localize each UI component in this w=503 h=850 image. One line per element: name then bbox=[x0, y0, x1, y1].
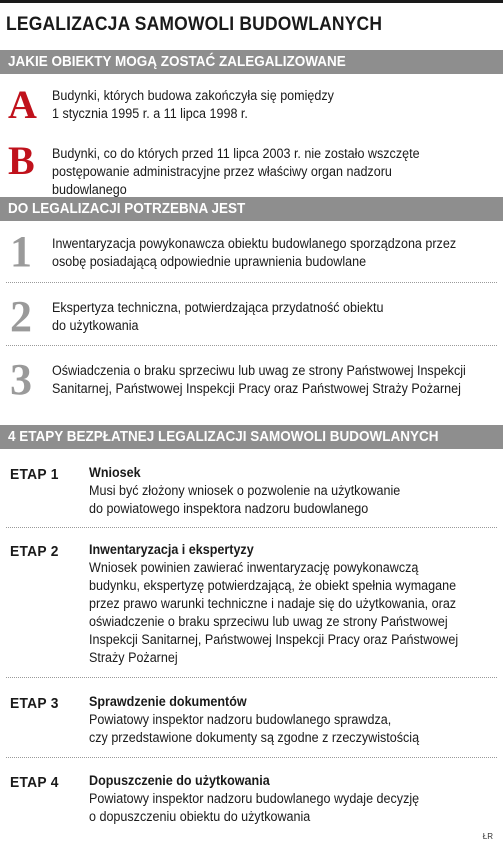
divider bbox=[6, 757, 497, 758]
item-line: Inwentaryzacja powykonawcza obiektu budowlanego sporządzona przez bbox=[52, 236, 457, 251]
stage-line: budynku, ekspertyzę potwierdzającą, że obiekt spełnia wymagane bbox=[89, 578, 457, 593]
stage-title: Sprawdzenie dokumentów bbox=[89, 694, 247, 709]
stage-4-content bbox=[89, 772, 489, 826]
stage-line: oświadczenie o braku sprzeciwu lub uwag ze strony Państwowej bbox=[89, 614, 448, 629]
divider bbox=[6, 677, 497, 678]
stage-line: Inspekcji Sanitarnej, Państwowej Inspekcji Pracy oraz Państwowej bbox=[89, 632, 459, 647]
item-line: Oświadczenia o braku sprzeciwu lub uwag ze strony Państwowej Inspekcji bbox=[52, 363, 466, 378]
stage-1-label: ETAP 1 bbox=[10, 466, 59, 483]
marker-b: B bbox=[8, 138, 35, 183]
stage-4-label: ETAP 4 bbox=[10, 774, 59, 791]
item-line: do użytkowania bbox=[52, 318, 139, 333]
section-header-label: DO LEGALIZACJI POTRZEBNA JEST bbox=[8, 200, 246, 217]
item-line: Budynki, których budowa zakończyła się pomiędzy bbox=[52, 88, 334, 103]
stage-line: czy przedstawione dokumenty są zgodne z rzeczywistością bbox=[89, 730, 420, 745]
stage-line: Powiatowy inspektor nadzoru budowlanego wydaje decyzję bbox=[89, 791, 420, 806]
list-item-a bbox=[52, 87, 466, 123]
stage-3-content bbox=[89, 693, 489, 747]
section-header-stages bbox=[0, 425, 503, 449]
top-rule bbox=[0, 0, 503, 3]
stage-line: Straży Pożarnej bbox=[89, 650, 178, 665]
divider bbox=[6, 527, 497, 528]
stage-title: Dopuszczenie do użytkowania bbox=[89, 773, 270, 788]
section-header-requirements bbox=[0, 197, 503, 221]
stage-line: Powiatowy inspektor nadzoru budowlanego sprawdza, bbox=[89, 712, 392, 727]
list-item-2 bbox=[52, 299, 466, 335]
section-header-label: JAKIE OBIEKTY MOGĄ ZOSTAĆ ZALEGALIZOWANE bbox=[8, 53, 346, 70]
marker-a: A bbox=[8, 82, 37, 127]
section-header-label: 4 ETAPY BEZPŁATNEJ LEGALIZACJI SAMOWOLI BUDOWLANYCH bbox=[8, 428, 439, 445]
item-line: Ekspertyza techniczna, potwierdzająca przydatność obiektu bbox=[52, 300, 384, 315]
item-line: osobę posiadającą odpowiednie uprawnienia budowlane bbox=[52, 254, 367, 269]
item-line: Budynki, co do których przed 11 lipca 2003 r. nie zostało wszczęte bbox=[52, 146, 420, 161]
list-item-3 bbox=[52, 362, 466, 398]
item-line: postępowanie administracyjne przez właściwy organ nadzoru budowlanego bbox=[52, 164, 392, 197]
stage-2-label: ETAP 2 bbox=[10, 543, 59, 560]
stage-3-label: ETAP 3 bbox=[10, 695, 59, 712]
stage-2-content bbox=[89, 541, 489, 667]
section-header-objects bbox=[0, 50, 503, 74]
divider bbox=[6, 345, 497, 346]
stage-line: Wniosek powinien zawierać inwentaryzację powykonawczą bbox=[89, 560, 419, 575]
list-item-b bbox=[52, 145, 466, 199]
page-title: LEGALIZACJA SAMOWOLI BUDOWLANYCH bbox=[6, 14, 383, 35]
author-credit: ŁR bbox=[482, 832, 493, 841]
stage-title: Inwentaryzacja i ekspertyzy bbox=[89, 542, 254, 557]
marker-2: 2 bbox=[10, 292, 32, 341]
item-line: Sanitarnej, Państwowej Inspekcji Pracy oraz Państwowej Straży Pożarnej bbox=[52, 381, 461, 396]
stage-1-content bbox=[89, 464, 489, 518]
stage-line: o dopuszczeniu obiektu do użytkowania bbox=[89, 809, 311, 824]
stage-line: do powiatowego inspektora nadzoru budowlanego bbox=[89, 501, 369, 516]
stage-line: Musi być złożony wniosek o pozwolenie na użytkowanie bbox=[89, 483, 401, 498]
item-line: 1 stycznia 1995 r. a 11 lipca 1998 r. bbox=[52, 106, 248, 121]
list-item-1 bbox=[52, 235, 466, 271]
marker-3: 3 bbox=[10, 355, 32, 404]
stage-line: przez prawo warunki techniczne i nadaje się do użytkowania, oraz bbox=[89, 596, 457, 611]
stage-title: Wniosek bbox=[89, 465, 141, 480]
marker-1: 1 bbox=[10, 227, 32, 276]
divider bbox=[6, 282, 497, 283]
